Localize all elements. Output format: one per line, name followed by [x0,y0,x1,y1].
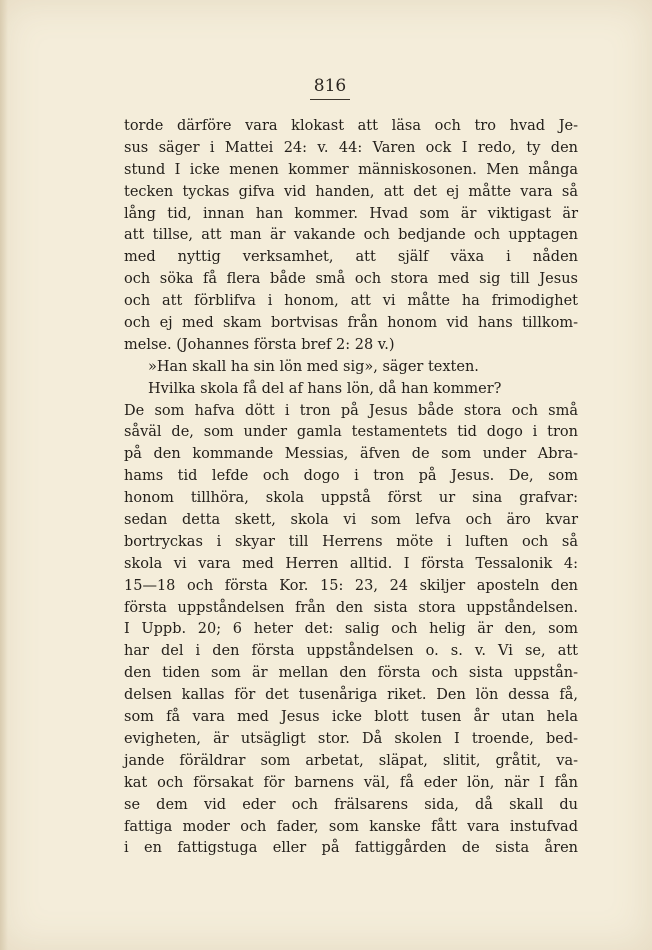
text-line: fattiga moder och fader, som kanske fått vara instufvad [124,818,578,835]
text-line: Hvilka skola få del af hans lön, då han kommer? [148,380,502,397]
page-number [0,76,652,100]
text-line: delsen kallas för det tusenåriga riket. Den lön dessa få, [124,687,578,704]
text-line: och ej med skam bortvisas från honom vid hans tillkom- [124,315,578,332]
text-line: stund I icke menen kommer människosonen. Men många [124,161,578,178]
text-line: skola vi vara med Herren alltid. I första Tessalonik 4: [124,555,578,572]
text-line: 15—18 och första Kor. 15: 23, 24 skiljer aposteln den [124,577,578,594]
text-line: att tillse, att man är vakande och bedjande och upptagen [124,227,578,244]
text-line: såväl de, som under gamla testamentets tid dogo i tron [124,424,578,441]
text-line: första uppståndelsen från den sista stora uppståndelsen. [124,599,578,616]
text-line: se dem vid eder och frälsarens sida, då skall du [124,796,578,813]
text-line: sedan detta skett, skola vi som lefva och äro kvar [124,512,578,529]
text-line: den tiden som är mellan den första och sista uppstån- [124,665,578,682]
body-text [124,116,578,860]
text-line: torde därföre vara klokast att läsa och tro hvad Je- [124,118,578,134]
text-line: evigheten, är utsägligt stor. Då skolen I troende, bed- [124,730,578,747]
text-line: har del i den första uppståndelsen o. s. v. Vi se, att [124,643,578,660]
text-line: med nyttig verksamhet, att själf växa i nåden [124,249,578,266]
text-line: i en fattigstuga eller på fattiggården de sista åren [124,840,578,857]
text-line: på den kommande Messias, äfven de som under Abra- [124,446,578,463]
text-line: och att förblifva i honom, att vi måtte ha frimodighet [124,293,578,310]
text-line: lång tid, innan han kommer. Hvad som är viktigast är [124,205,578,222]
text-line: honom tillhöra, skola uppstå först ur sina grafvar: [124,490,578,507]
text-line: I Uppb. 20; 6 heter det: salig och helig är den, som [124,621,578,638]
text-line: melse. (Johannes första bref 2: 28 v.) [124,336,395,353]
text-line: tecken tyckas gifva vid handen, att det ej måtte vara så [124,183,578,200]
text-line: kat och försakat för barnens väl, få eder lön, när I fån [124,774,578,791]
text-line: som få vara med Jesus icke blott tusen år utan hela [124,709,578,726]
text-line: hams tid lefde och dogo i tron på Jesus. De, som [124,468,578,485]
text-line: och söka få flera både små och stora med sig till Jesus [124,271,578,288]
text-line: »Han skall ha sin lön med sig», säger texten. [148,358,479,375]
text-line: De som hafva dött i tron på Jesus både stora och små [124,402,578,419]
page-number-text: 816 [310,76,350,100]
text-line: sus säger i Mattei 24: v. 44: Varen ock I redo, ty den [124,139,578,156]
page-edge-shadow [0,0,8,950]
text-line: jande föräldrar som arbetat, släpat, slitit, gråtit, va- [124,752,578,769]
text-line: bortryckas i skyar till Herrens möte i luften och så [124,533,578,550]
